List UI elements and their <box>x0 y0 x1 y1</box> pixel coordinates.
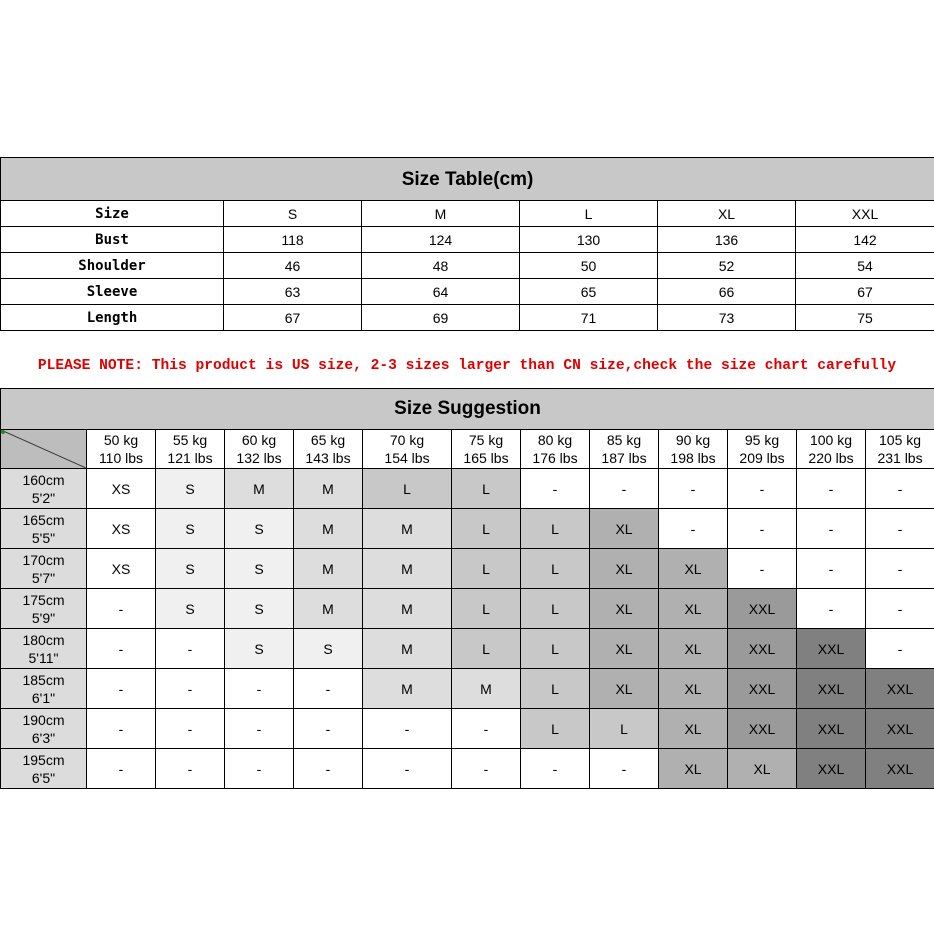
table-row <box>1 669 934 709</box>
size-suggestion-cell: - <box>156 709 225 749</box>
size-suggestion-cell: - <box>797 509 866 549</box>
size-suggestion-cell: - <box>225 669 294 709</box>
height-ft: 5'9" <box>31 609 56 626</box>
weight-lbs: 187 lbs <box>601 450 647 466</box>
size-suggestion-cell: L <box>590 709 659 749</box>
measurement-value: 73 <box>658 305 796 331</box>
size-column-header: XXL <box>796 201 934 227</box>
measurement-value: 136 <box>658 227 796 253</box>
weight-kg: 50 kg <box>103 432 139 448</box>
size-suggestion-cell: - <box>363 709 452 749</box>
size-suggestion-cell: XXL <box>728 669 797 709</box>
height-cm: 190cm <box>22 711 65 728</box>
table-row <box>1 629 934 669</box>
size-suggestion-cell: S <box>225 549 294 589</box>
height-header <box>1 509 87 549</box>
weight-kg: 80 kg <box>537 432 573 448</box>
size-suggestion-cell: M <box>225 469 294 509</box>
weight-kg: 105 kg <box>879 432 922 448</box>
size-suggestion-cell: M <box>294 509 363 549</box>
measurement-value: 118 <box>224 227 362 253</box>
height-cm: 160cm <box>22 471 65 488</box>
size-suggestion-cell: XXL <box>866 669 934 709</box>
height-ft: 6'5" <box>31 769 56 786</box>
table-row <box>1 305 934 331</box>
size-suggestion-cell: - <box>225 709 294 749</box>
size-suggestion-cell: S <box>225 629 294 669</box>
height-cm: 170cm <box>22 551 65 568</box>
height-cm: 185cm <box>22 671 65 688</box>
size-suggestion-cell: XXL <box>866 749 934 789</box>
size-suggestion-cell: XL <box>728 749 797 789</box>
size-suggestion-cell: S <box>156 589 225 629</box>
size-suggestion-cell: L <box>452 589 521 629</box>
weight-header <box>294 430 363 469</box>
size-suggestion-cell: M <box>363 589 452 629</box>
measurement-value: 66 <box>658 279 796 305</box>
size-table-section <box>0 157 934 331</box>
size-suggestion-cell: - <box>866 509 934 549</box>
size-suggestion-cell: - <box>521 749 590 789</box>
size-suggestion-cell: - <box>797 469 866 509</box>
measurement-value: 48 <box>362 253 520 279</box>
size-suggestion-cell: - <box>797 589 866 629</box>
height-ft: 6'3" <box>31 729 56 746</box>
weight-lbs: 110 lbs <box>98 450 144 466</box>
weight-lbs: 209 lbs <box>739 450 785 466</box>
height-header <box>1 549 87 589</box>
size-suggestion-cell: - <box>797 549 866 589</box>
size-suggestion-cell: - <box>87 669 156 709</box>
size-suggestion-table <box>0 388 934 789</box>
size-suggestion-cell: XL <box>659 589 728 629</box>
size-suggestion-cell: - <box>363 749 452 789</box>
size-suggestion-cell: L <box>521 669 590 709</box>
size-suggestion-cell: - <box>866 549 934 589</box>
size-suggestion-cell: - <box>521 469 590 509</box>
height-cm: 175cm <box>22 591 65 608</box>
measurement-value: 67 <box>796 279 934 305</box>
table-row <box>1 253 934 279</box>
measurement-value: 124 <box>362 227 520 253</box>
weight-lbs: 143 lbs <box>305 450 351 466</box>
corner-cell <box>1 430 87 469</box>
size-table <box>0 157 934 331</box>
size-suggestion-cell: XS <box>87 509 156 549</box>
size-column-header: M <box>362 201 520 227</box>
measurement-value: 50 <box>520 253 658 279</box>
weight-header <box>659 430 728 469</box>
size-suggestion-cell: - <box>659 469 728 509</box>
size-suggestion-cell: S <box>225 509 294 549</box>
measurement-label: Length <box>1 305 224 331</box>
weight-lbs: 198 lbs <box>670 450 716 466</box>
size-suggestion-cell: M <box>452 669 521 709</box>
size-suggestion-cell: XL <box>590 629 659 669</box>
height-ft: 5'7" <box>31 569 56 586</box>
size-suggestion-cell: M <box>363 549 452 589</box>
size-suggestion-cell: XL <box>659 669 728 709</box>
size-table-header-row <box>1 201 934 227</box>
height-ft: 5'2" <box>31 489 56 506</box>
size-note: PLEASE NOTE: This product is US size, 2-3 sizes larger than CN size,check the size chart carefully <box>37 358 897 374</box>
size-suggestion-section <box>0 388 934 789</box>
size-suggestion-cell: - <box>452 749 521 789</box>
size-suggestion-cell: - <box>87 709 156 749</box>
size-suggestion-cell: - <box>728 469 797 509</box>
weight-lbs: 176 lbs <box>532 450 578 466</box>
weight-header-row <box>1 430 934 469</box>
measurement-value: 130 <box>520 227 658 253</box>
size-suggestion-cell: - <box>866 589 934 629</box>
weight-kg: 85 kg <box>606 432 642 448</box>
size-suggestion-cell: XS <box>87 549 156 589</box>
size-table-title: Size Table(cm) <box>1 158 934 201</box>
size-suggestion-cell: M <box>294 549 363 589</box>
size-suggestion-cell: XXL <box>728 629 797 669</box>
height-header <box>1 469 87 509</box>
size-suggestion-cell: M <box>363 669 452 709</box>
size-suggestion-cell: M <box>363 629 452 669</box>
size-suggestion-cell: XXL <box>728 589 797 629</box>
measurement-value: 63 <box>224 279 362 305</box>
size-suggestion-cell: L <box>452 469 521 509</box>
size-suggestion-cell: L <box>521 629 590 669</box>
size-suggestion-cell: XXL <box>797 749 866 789</box>
size-suggestion-cell: L <box>452 549 521 589</box>
measurement-value: 64 <box>362 279 520 305</box>
size-suggestion-cell: XXL <box>866 709 934 749</box>
size-suggestion-cell: XXL <box>728 709 797 749</box>
measurement-value: 67 <box>224 305 362 331</box>
size-suggestion-cell: - <box>728 549 797 589</box>
height-ft: 5'5" <box>31 529 56 546</box>
height-header <box>1 629 87 669</box>
table-row <box>1 227 934 253</box>
weight-lbs: 165 lbs <box>463 450 509 466</box>
size-suggestion-cell: - <box>659 509 728 549</box>
table-row <box>1 279 934 305</box>
size-suggestion-cell: - <box>452 709 521 749</box>
measurement-value: 46 <box>224 253 362 279</box>
size-suggestion-cell: S <box>156 549 225 589</box>
size-suggestion-cell: L <box>521 709 590 749</box>
size-suggestion-cell: - <box>87 589 156 629</box>
size-suggestion-cell: - <box>87 629 156 669</box>
size-suggestion-cell: L <box>521 549 590 589</box>
size-suggestion-cell: - <box>866 469 934 509</box>
size-suggestion-cell: M <box>363 509 452 549</box>
size-suggestion-cell: XL <box>659 709 728 749</box>
weight-header <box>728 430 797 469</box>
table-row <box>1 749 934 789</box>
measurement-value: 142 <box>796 227 934 253</box>
size-suggestion-cell: S <box>156 469 225 509</box>
size-suggestion-cell: - <box>156 749 225 789</box>
size-suggestion-cell: L <box>363 469 452 509</box>
size-suggestion-cell: XS <box>87 469 156 509</box>
height-cm: 195cm <box>22 751 65 768</box>
measurement-value: 52 <box>658 253 796 279</box>
height-ft: 5'11" <box>28 649 59 666</box>
weight-lbs: 220 lbs <box>808 450 854 466</box>
size-suggestion-cell: L <box>521 509 590 549</box>
measurement-value: 75 <box>796 305 934 331</box>
size-suggestion-cell: L <box>452 509 521 549</box>
size-column-header: S <box>224 201 362 227</box>
size-suggestion-cell: XL <box>590 669 659 709</box>
weight-header <box>521 430 590 469</box>
weight-kg: 55 kg <box>172 432 208 448</box>
table-row <box>1 589 934 629</box>
weight-header <box>156 430 225 469</box>
size-suggestion-cell: XXL <box>797 629 866 669</box>
size-column-header: XL <box>658 201 796 227</box>
measurement-value: 54 <box>796 253 934 279</box>
size-suggestion-cell: XL <box>659 549 728 589</box>
size-suggestion-cell: - <box>87 749 156 789</box>
size-suggestion-cell: - <box>590 749 659 789</box>
height-header <box>1 749 87 789</box>
weight-lbs: 132 lbs <box>236 450 282 466</box>
height-header <box>1 669 87 709</box>
size-suggestion-cell: S <box>225 589 294 629</box>
weight-kg: 60 kg <box>241 432 277 448</box>
table-row <box>1 709 934 749</box>
weight-lbs: 231 lbs <box>877 450 923 466</box>
size-suggestion-cell: XL <box>659 749 728 789</box>
weight-lbs: 154 lbs <box>384 450 430 466</box>
size-suggestion-cell: M <box>294 589 363 629</box>
weight-header <box>866 430 934 469</box>
measurement-label: Shoulder <box>1 253 224 279</box>
size-suggestion-cell: - <box>156 629 225 669</box>
height-header <box>1 589 87 629</box>
diagonal-line-icon <box>1 430 86 468</box>
measurement-label: Sleeve <box>1 279 224 305</box>
weight-header <box>590 430 659 469</box>
size-suggestion-cell: XL <box>590 589 659 629</box>
size-suggestion-cell: - <box>728 509 797 549</box>
weight-kg: 65 kg <box>310 432 346 448</box>
size-suggestion-cell: - <box>156 669 225 709</box>
size-suggestion-cell: XXL <box>797 709 866 749</box>
size-suggestion-cell: M <box>294 469 363 509</box>
weight-header <box>452 430 521 469</box>
size-suggestion-cell: S <box>156 509 225 549</box>
size-suggestion-cell: XL <box>590 509 659 549</box>
size-suggestion-cell: S <box>294 629 363 669</box>
table-row <box>1 469 934 509</box>
size-suggestion-cell: - <box>590 469 659 509</box>
weight-header <box>225 430 294 469</box>
size-table-header-label: Size <box>1 201 224 227</box>
measurement-value: 69 <box>362 305 520 331</box>
measurement-label: Bust <box>1 227 224 253</box>
height-cm: 180cm <box>22 631 65 648</box>
size-suggestion-cell: - <box>294 749 363 789</box>
size-suggestion-cell: L <box>521 589 590 629</box>
weight-kg: 70 kg <box>389 432 425 448</box>
size-suggestion-cell: XXL <box>797 669 866 709</box>
table-row <box>1 509 934 549</box>
size-suggestion-cell: - <box>294 669 363 709</box>
size-suggestion-cell: XL <box>659 629 728 669</box>
size-suggestion-cell: - <box>866 629 934 669</box>
size-suggestion-cell: - <box>225 749 294 789</box>
weight-lbs: 121 lbs <box>167 450 213 466</box>
weight-header <box>87 430 156 469</box>
size-suggestion-title: Size Suggestion <box>1 389 934 430</box>
height-cm: 165cm <box>22 511 65 528</box>
table-row <box>1 549 934 589</box>
height-ft: 6'1" <box>31 689 56 706</box>
size-suggestion-cell: L <box>452 629 521 669</box>
size-suggestion-cell: - <box>294 709 363 749</box>
weight-kg: 90 kg <box>675 432 711 448</box>
weight-kg: 75 kg <box>468 432 504 448</box>
measurement-value: 71 <box>520 305 658 331</box>
weight-kg: 95 kg <box>744 432 780 448</box>
measurement-value: 65 <box>520 279 658 305</box>
size-column-header: L <box>520 201 658 227</box>
weight-kg: 100 kg <box>809 432 853 448</box>
weight-header <box>797 430 866 469</box>
size-suggestion-cell: XL <box>590 549 659 589</box>
height-header <box>1 709 87 749</box>
weight-header <box>363 430 452 469</box>
